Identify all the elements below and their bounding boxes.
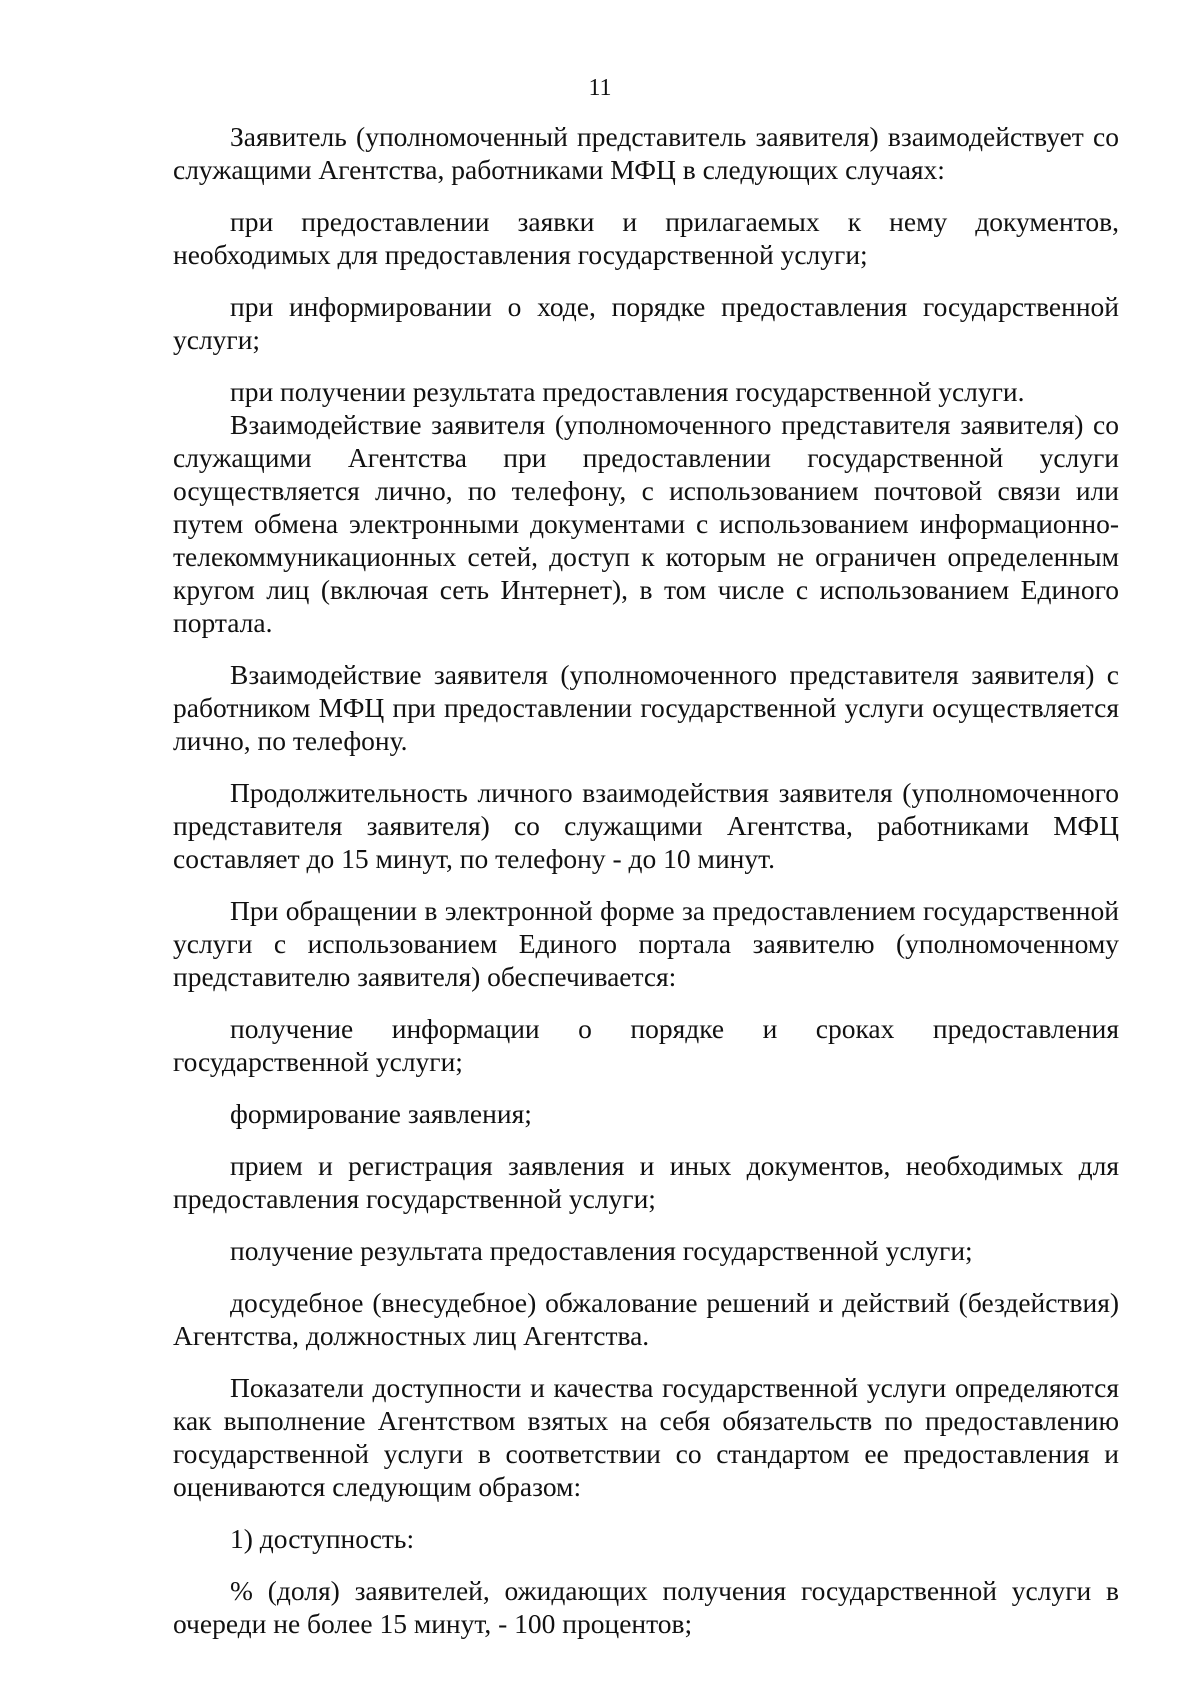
paragraph-informing: при информировании о ходе, порядке предоставления государственной услуги; [173, 291, 1119, 355]
paragraph-registration: прием и регистрация заявления и иных документов, необходимых для предоставления государственной услуги; [173, 1150, 1119, 1214]
paragraph-application-forming: формирование заявления; [230, 1098, 532, 1129]
document-body [173, 120, 1119, 1659]
page-number: 11 [588, 75, 612, 101]
paragraph-application-submission: при предоставлении заявки и прилагаемых к нему документов, необходимых для предоставления государственной услуги; [173, 206, 1119, 270]
paragraph-electronic-form: При обращении в электронной форме за предоставлением государственной услуги с использованием Единого портала заявителю (уполномоченному представителю заявителя) обеспечивается: [173, 895, 1119, 992]
paragraph-mfc-interaction: Взаимодействие заявителя (уполномоченного представителя заявителя) с работником МФЦ при предоставлении государственной услуги осуществляется лично, по телефону. [173, 659, 1119, 756]
paragraph-info-receipt: получение информации о порядке и сроках предоставления государственной услуги; [173, 1013, 1119, 1077]
paragraph-indicators: Показатели доступности и качества государственной услуги определяются как выполнение Агентством взятых на себя обязательств по предоставлению государственной услуги в соответствии со стандартом ее предоставления и оцениваются следующим образом: [173, 1372, 1119, 1502]
paragraph-applicant-interaction: Заявитель (уполномоченный представитель заявителя) взаимодействует со служащими Агентства, работниками МФЦ в следующих случаях: [173, 121, 1119, 185]
paragraph-availability: 1) доступность: [230, 1523, 415, 1554]
paragraph-result: получение результата предоставления государственной услуги; [230, 1235, 973, 1266]
paragraph-duration: Продолжительность личного взаимодействия заявителя (уполномоченного представителя заявителя) со служащими Агентства, работниками МФЦ составляет до 15 минут, по телефону - до 10 минут. [173, 777, 1119, 874]
paragraph-agency-interaction: Взаимодействие заявителя (уполномоченного представителя заявителя) со служащими Агентства при предоставлении государственной услуги осуществляется лично, по телефону, с использованием почтовой связи или путем обмена электронными документами с использованием информационно-телекоммуникационных сетей, доступ к которым не ограничен определенным кругом лиц (включая сеть Интернет), в том числе с использованием Единого портала. [173, 409, 1119, 638]
paragraph-appeal: досудебное (внесудебное) обжалование решений и действий (бездействия) Агентства, должностных лиц Агентства. [173, 1287, 1119, 1351]
paragraph-result-receipt: при получении результата предоставления государственной услуги. [230, 376, 1025, 407]
paragraph-queue-share: % (доля) заявителей, ожидающих получения государственной услуги в очереди не более 15 минут, - 100 процентов; [173, 1575, 1119, 1639]
